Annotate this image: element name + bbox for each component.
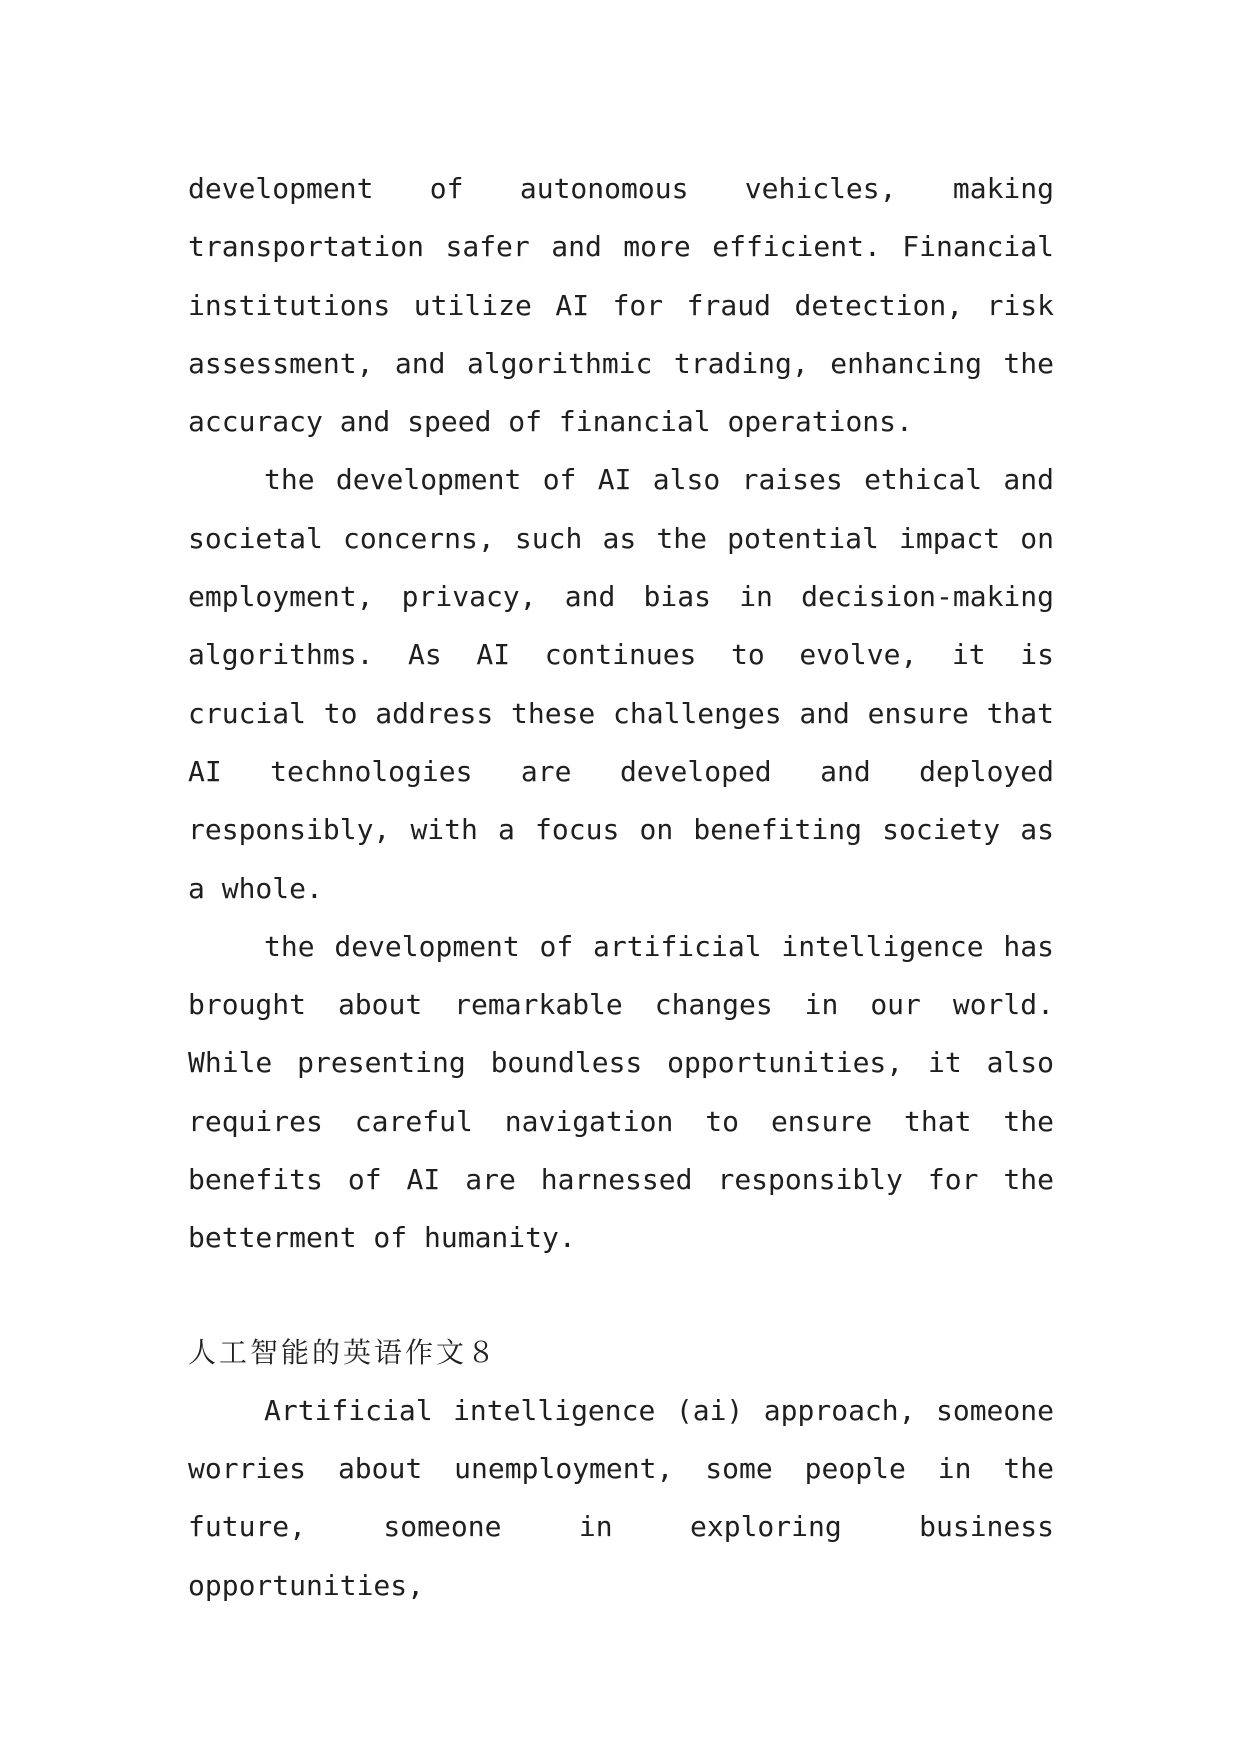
- document-body: [188, 160, 1054, 1615]
- paragraph-autonomous-vehicles: development of autonomous vehicles, making transportation safer and more efficient. Financial institutions utilize AI for fraud detection, risk assessment, and algorithmic trading, enhancing the accuracy and speed of financial operations.: [188, 172, 1054, 439]
- paragraph-ethical-concerns: the development of AI also raises ethical and societal concerns, such as the potential impact on employment, privacy, and bias in decision-making algorithms. As AI continues to evolve, it is crucial to address these challenges and ensure that AI technologies are developed and deployed responsibly, with a focus on benefiting society as a whole.: [188, 463, 1054, 905]
- section-heading: 人工智能的英语作文８: [188, 1335, 499, 1369]
- paragraph-essay-8-intro: Artificial intelligence (ai) approach, someone worries about unemployment, some people in the future, someone in exploring business opportunities,: [188, 1393, 1054, 1602]
- paragraph-conclusion: the development of artificial intelligence has brought about remarkable changes in our world. While presenting boundless opportunities, it also requires careful navigation to ensure that the benefits of AI are harnessed responsibly for the betterment of humanity.: [188, 929, 1054, 1255]
